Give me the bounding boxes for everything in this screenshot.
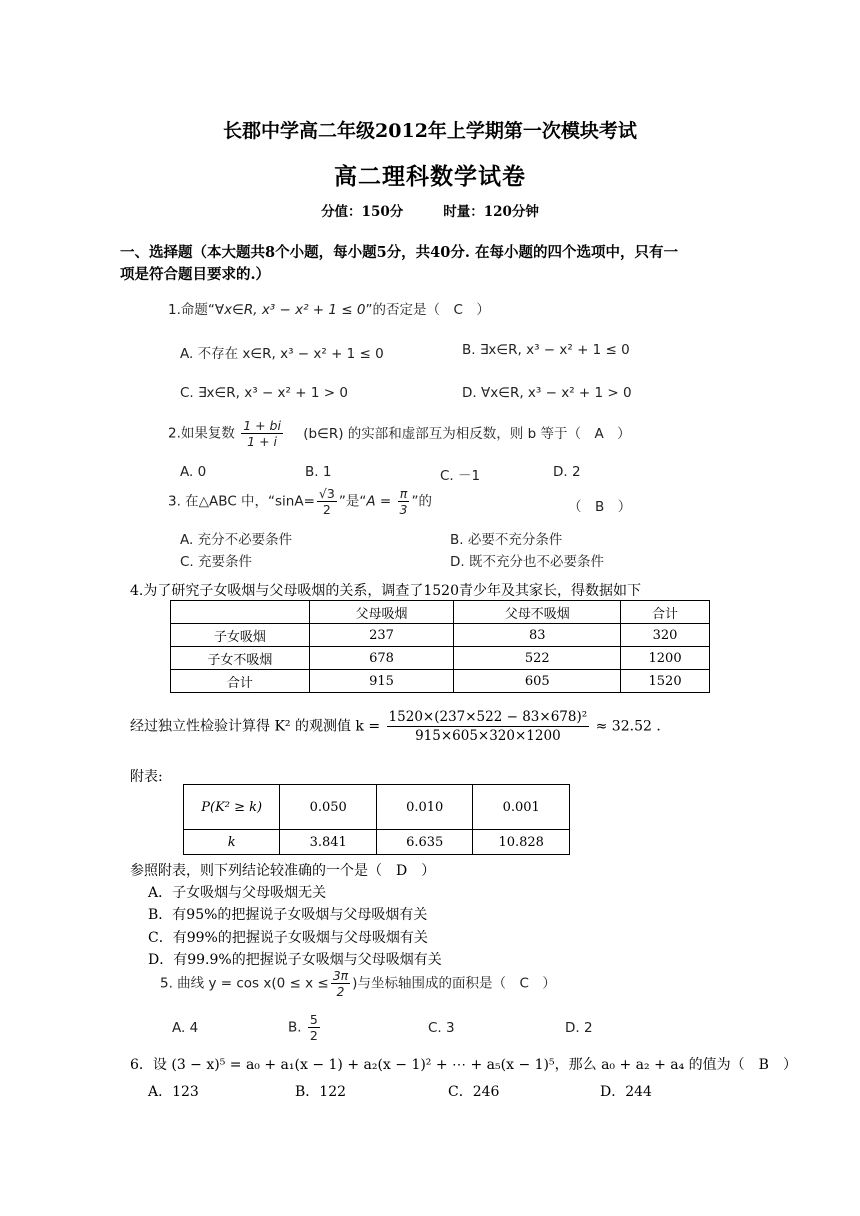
- q5-option-b-label: B.: [288, 1019, 302, 1036]
- q3-option-a: A. 充分不必要条件: [180, 532, 293, 548]
- q2-option-a: A. 0: [180, 464, 207, 480]
- time-label: 时量：120分钟: [443, 204, 539, 220]
- q6-stem: 6．设 (3 − x)⁵ = a₀ + a₁(x − 1) + a₂(x − 1)² + ⋯ + a₅(x − 1)⁵，那么 a₀ + a₂ + a₄ 的值为（ B ）: [130, 1057, 797, 1073]
- q5-option-a: A. 4: [172, 1020, 199, 1036]
- table-row: [184, 785, 570, 830]
- table-cell: 父母吸烟: [309, 601, 454, 624]
- q1-option-a: A. 不存在 x∈R, x³ − x² + 1 ≤ 0: [180, 346, 384, 362]
- q5-option-d: D. 2: [565, 1020, 593, 1036]
- q2-option-d: D. 2: [553, 464, 581, 480]
- q4-calc-pre: 经过独立性检验计算得 K² 的观测值 k =: [130, 718, 381, 735]
- q3-fraction-pi: $\frac{\pi}{3}$: [399, 486, 408, 517]
- q1-option-d: D. ∀x∈R, x³ − x² + 1 > 0: [462, 385, 632, 401]
- table-cell: 678: [309, 647, 454, 670]
- score-label: 分值：150分: [321, 204, 404, 220]
- table-cell: k: [184, 830, 280, 855]
- q3-fraction-sqrt3: $\frac{√3}{2}$: [318, 486, 335, 517]
- table-cell: 522: [454, 647, 621, 670]
- table-cell: [171, 601, 310, 624]
- q2-option-c: C. －1: [440, 468, 481, 484]
- q1-stem-post: ”的否定是（ C ）: [365, 302, 490, 318]
- q4-stem: 4.为了研究子女吸烟与父母吸烟的关系，调查了1520青少年及其家长，得数据如下: [130, 583, 641, 599]
- q3-stem: [168, 486, 432, 517]
- table-cell: 0.050: [280, 785, 377, 830]
- q2-stem: [168, 418, 631, 449]
- q5-option-b-fraction: $\frac{5}{2}$: [309, 1012, 318, 1043]
- q2-option-b: B. 1: [305, 464, 332, 480]
- table-cell: 237: [309, 624, 454, 647]
- q6-option-b: B．122: [295, 1084, 347, 1100]
- table-cell: 1200: [621, 647, 710, 670]
- table-cell: 83: [454, 624, 621, 647]
- q5-fraction: $\frac{3\pi}{2}$: [332, 968, 349, 999]
- table-cell: 3.841: [280, 830, 377, 855]
- q4-option-a: A．子女吸烟与父母吸烟无关: [148, 885, 327, 901]
- table-cell: 320: [621, 624, 710, 647]
- exam-subtitle: 高二理科数学试卷: [334, 163, 526, 190]
- q4-calculation: [130, 708, 661, 745]
- table-cell: 1520: [621, 670, 710, 693]
- q6-option-d: D．244: [600, 1084, 652, 1100]
- q4-ask: 参照附表，则下列结论较准确的一个是（ D ）: [130, 863, 436, 879]
- q5-option-c: C. 3: [428, 1020, 455, 1036]
- table-cell: 915: [309, 670, 454, 693]
- q6-option-c: C．246: [448, 1084, 500, 1100]
- table-cell: 6.635: [376, 830, 473, 855]
- q3-eq: =: [375, 493, 396, 510]
- q3-stem-pre: 3. 在△ABC 中，“sinA=: [168, 493, 315, 510]
- q4-calc-fraction: $\frac{\text{1520×(237×522 − 83×678)²}}{915\times 605\times 320\times 1200}$: [388, 709, 588, 744]
- q2-stem-pre: 2.如果复数: [168, 425, 235, 442]
- q3-stem-post: ”的: [411, 493, 432, 510]
- q1-option-b: B. ∃x∈R, x³ − x² + 1 ≤ 0: [462, 342, 630, 358]
- section-heading-line2: 项是符合题目要求的.）: [120, 266, 271, 283]
- q5-stem-pre: 5. 曲线 y = cos x(0 ≤ x ≤: [160, 975, 329, 992]
- table-cell: 子女不吸烟: [171, 647, 310, 670]
- table-cell: 0.001: [473, 785, 570, 830]
- table-cell: 0.010: [376, 785, 473, 830]
- q5-stem-post: )与坐标轴围成的面积是（ C ）: [352, 975, 556, 992]
- q4-appendix-label: 附表:: [130, 769, 163, 785]
- q4-option-c: C．有99%的把握说子女吸烟与父母吸烟有关: [148, 930, 428, 946]
- table-cell: 合计: [621, 601, 710, 624]
- table-row: [171, 624, 710, 647]
- q1-stem-pre: 1.命题“: [168, 302, 215, 318]
- q3-option-d: D. 既不充分也不必要条件: [450, 554, 604, 570]
- q3-stem-mid: ”是“: [338, 493, 367, 510]
- table-cell: 605: [454, 670, 621, 693]
- table-cell: P(K² ≥ k): [184, 785, 280, 830]
- q4-calc-post: ≈ 32.52 .: [595, 718, 661, 735]
- q3-option-c: C. 充要条件: [180, 554, 253, 570]
- table-cell: 子女吸烟: [171, 624, 310, 647]
- table-cell: 父母不吸烟: [454, 601, 621, 624]
- section-heading-line1: 一、选择题（本大题共8个小题，每小题5分，共40分. 在每小题的四个选项中，只有一: [120, 244, 678, 261]
- q1-stem: [168, 298, 490, 318]
- smoking-data-table: [170, 600, 710, 693]
- q3-var-a: A: [366, 493, 376, 510]
- q5-stem: [160, 968, 556, 999]
- q5-option-b: [288, 1012, 322, 1043]
- q3-option-b: B. 必要不充分条件: [450, 532, 563, 548]
- table-cell: 合计: [171, 670, 310, 693]
- table-row: [171, 601, 710, 624]
- table-row: [171, 647, 710, 670]
- q4-option-d: D．有99.9%的把握说子女吸烟与父母吸烟有关: [148, 952, 442, 968]
- q2-stem-post: (b∈R) 的实部和虚部互为相反数，则 b 等于（ A ）: [303, 425, 631, 442]
- q2-fraction: $\frac{1 + bi}{1 + i}$: [243, 418, 281, 449]
- exam-title: 长郡中学高二年级2012年上学期第一次模块考试: [223, 120, 637, 142]
- table-row: [184, 830, 570, 855]
- q4-option-b: B．有95%的把握说子女吸烟与父母吸烟有关: [148, 907, 428, 923]
- critical-value-table: [183, 784, 570, 855]
- q6-option-a: A．123: [148, 1084, 199, 1100]
- table-row: [171, 670, 710, 693]
- q3-answer: （ B ）: [568, 499, 632, 515]
- table-cell: 10.828: [473, 830, 570, 855]
- exam-meta: [0, 200, 860, 220]
- q1-option-c: C. ∃x∈R, x³ − x² + 1 > 0: [180, 385, 348, 401]
- q1-stem-expr: ∀x∈R, x³ − x² + 1 ≤ 0: [214, 302, 366, 318]
